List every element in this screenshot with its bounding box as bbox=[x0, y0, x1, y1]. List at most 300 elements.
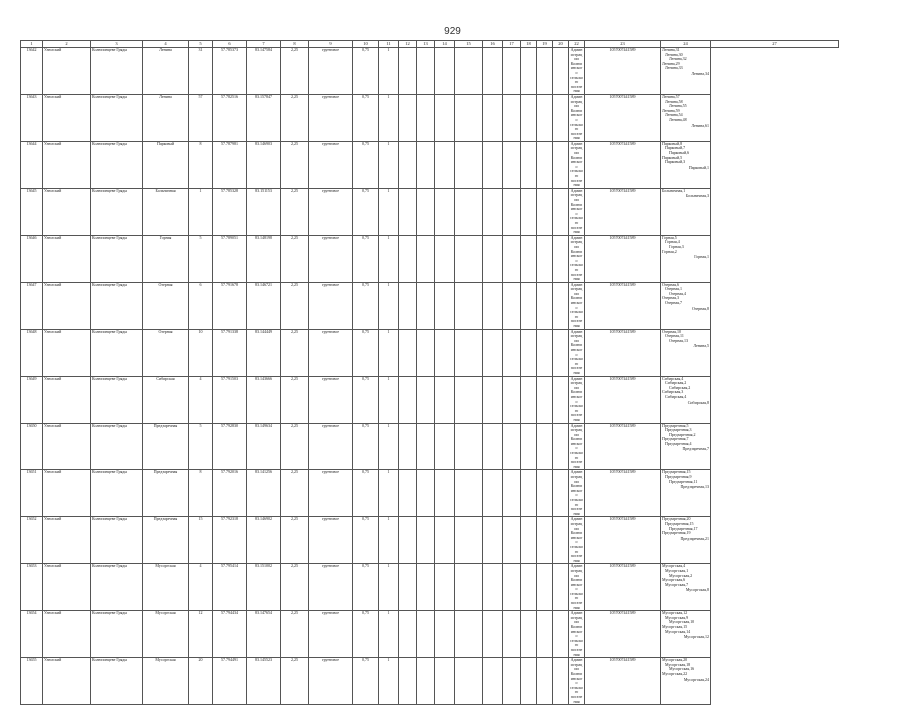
header-row bbox=[21, 41, 839, 48]
column-header: 5 bbox=[189, 41, 213, 48]
count-cell: 1 bbox=[379, 235, 399, 282]
empty-cell bbox=[503, 564, 521, 611]
longitude-cell: 83.144449 bbox=[247, 329, 281, 376]
surface-cell: грунтовое bbox=[309, 329, 353, 376]
house-number-cell: 20 bbox=[189, 658, 213, 705]
address-line: Предзаречная,3 bbox=[665, 427, 692, 433]
empty-cell bbox=[537, 282, 553, 329]
latitude-cell: 57.787981 bbox=[213, 141, 247, 188]
owner-cell: Администрации Колюпинского сельского поселения bbox=[570, 329, 583, 375]
length-cell: 0,75 bbox=[353, 376, 379, 423]
addresses-cell bbox=[661, 48, 711, 95]
owner-cell: Администрации Колюпинского сельского поселения bbox=[570, 376, 583, 422]
longitude-cell: 83.151002 bbox=[247, 564, 281, 611]
column-header: 2 bbox=[43, 41, 91, 48]
surface-cell: грунтовое bbox=[309, 564, 353, 611]
length-cell: 0,75 bbox=[353, 94, 379, 141]
address-line: Сибирская,2 bbox=[665, 380, 687, 386]
address-line: Сибирская,2 bbox=[669, 384, 691, 390]
address-line: Ленина,30 bbox=[665, 51, 683, 57]
table-row bbox=[21, 282, 839, 329]
house-number-cell: 12 bbox=[189, 611, 213, 658]
address-line: Озерная,10 bbox=[662, 329, 681, 334]
width-cell: 2,25 bbox=[281, 611, 309, 658]
district-cell: Улюлский bbox=[43, 48, 91, 95]
latitude-cell: 57.794491 bbox=[213, 658, 247, 705]
empty-cell bbox=[399, 611, 417, 658]
empty-cell bbox=[553, 564, 569, 611]
house-number-cell: 4 bbox=[189, 376, 213, 423]
empty-cell bbox=[553, 235, 569, 282]
empty-cell bbox=[521, 141, 537, 188]
empty-cell bbox=[521, 376, 537, 423]
empty-cell bbox=[399, 376, 417, 423]
ogrn-cell: 1057007441589 bbox=[585, 282, 661, 329]
address-line: Ленина,57 bbox=[662, 94, 680, 99]
locality-cell: Колюпинцеве Гряды bbox=[91, 611, 143, 658]
empty-cell bbox=[537, 611, 553, 658]
address-line: Предзаречная,5 bbox=[662, 423, 689, 428]
address-line: Горная,3 bbox=[669, 243, 684, 249]
owner-cell: Администрации Колюпинского сельского поселения bbox=[570, 282, 583, 329]
empty-cell bbox=[455, 188, 483, 235]
empty-cell bbox=[503, 188, 521, 235]
address-line: Больничная,1 bbox=[662, 188, 686, 193]
empty-cell bbox=[417, 376, 435, 423]
length-cell: 0,75 bbox=[353, 141, 379, 188]
column-header: 10 bbox=[353, 41, 379, 48]
empty-cell bbox=[503, 611, 521, 658]
length-cell: 0,75 bbox=[353, 517, 379, 564]
table-row bbox=[21, 235, 839, 282]
empty-cell bbox=[417, 48, 435, 95]
column-header: 17 bbox=[503, 41, 521, 48]
empty-cell bbox=[455, 329, 483, 376]
surface-cell: грунтовое bbox=[309, 376, 353, 423]
empty-cell bbox=[537, 141, 553, 188]
house-number-cell: 1 bbox=[189, 188, 213, 235]
address-line: Предзаречная,19 bbox=[662, 530, 691, 536]
addresses-cell bbox=[661, 329, 711, 376]
empty-cell bbox=[399, 235, 417, 282]
empty-cell bbox=[483, 470, 503, 517]
district-cell: Улюлский bbox=[43, 376, 91, 423]
empty-cell bbox=[399, 94, 417, 141]
column-header: 8 bbox=[281, 41, 309, 48]
length-cell: 0,75 bbox=[353, 470, 379, 517]
district-cell: Улюлский bbox=[43, 423, 91, 470]
row-id: 13643 bbox=[21, 94, 43, 141]
ogrn-cell: 1057007441589 bbox=[585, 423, 661, 470]
empty-cell bbox=[503, 282, 521, 329]
count-cell: 1 bbox=[379, 94, 399, 141]
empty-cell bbox=[455, 235, 483, 282]
registry-table bbox=[20, 40, 839, 705]
street-cell: Озерная bbox=[143, 329, 189, 376]
locality-cell: Колюпинцеве Гряды bbox=[91, 423, 143, 470]
table-row bbox=[21, 517, 839, 564]
address-line: Предзаречная,20 bbox=[662, 516, 691, 522]
house-number-cell: 6 bbox=[189, 282, 213, 329]
count-cell: 1 bbox=[379, 611, 399, 658]
table-row bbox=[21, 329, 839, 376]
address-line: Предзаречная,21 bbox=[680, 535, 709, 541]
address-line: Предзаречная,13 bbox=[680, 484, 709, 490]
empty-cell bbox=[399, 470, 417, 517]
addresses-cell bbox=[661, 658, 711, 705]
length-cell: 0,75 bbox=[353, 564, 379, 611]
empty-cell bbox=[521, 517, 537, 564]
empty-cell bbox=[399, 658, 417, 705]
column-header: 12 bbox=[399, 41, 417, 48]
row-id: 13653 bbox=[21, 564, 43, 611]
count-cell: 1 bbox=[379, 658, 399, 705]
empty-cell bbox=[455, 48, 483, 95]
street-cell: Горная bbox=[143, 235, 189, 282]
length-cell: 0,75 bbox=[353, 423, 379, 470]
empty-cell bbox=[417, 564, 435, 611]
column-header: 3 bbox=[91, 41, 143, 48]
count-cell: 1 bbox=[379, 329, 399, 376]
empty-cell bbox=[435, 188, 455, 235]
address-line: Ленина,34 bbox=[691, 70, 709, 76]
district-cell: Улюлский bbox=[43, 141, 91, 188]
empty-cell bbox=[521, 48, 537, 95]
surface-cell: грунтовое bbox=[309, 188, 353, 235]
locality-cell: Колюпинцеве Гряды bbox=[91, 658, 143, 705]
street-cell: Предзаречная bbox=[143, 423, 189, 470]
surface-cell: грунтовое bbox=[309, 658, 353, 705]
count-cell: 1 bbox=[379, 376, 399, 423]
owner-cell: Администрации Колюпинского сельского поселения bbox=[570, 610, 583, 657]
longitude-cell: 83.141256 bbox=[247, 470, 281, 517]
table-row bbox=[21, 564, 839, 611]
empty-cell bbox=[399, 564, 417, 611]
empty-cell bbox=[435, 329, 455, 376]
empty-cell bbox=[521, 564, 537, 611]
district-cell: Улюлский bbox=[43, 517, 91, 564]
empty-cell bbox=[553, 517, 569, 564]
address-line: Мусоргская,10 bbox=[669, 619, 695, 625]
address-line: Сибирская,3 bbox=[662, 389, 684, 395]
empty-cell bbox=[435, 611, 455, 658]
owner-cell: Администрации Колюпинского сельского поселения bbox=[570, 657, 583, 704]
empty-cell bbox=[537, 517, 553, 564]
street-cell: Ленина bbox=[143, 48, 189, 95]
count-cell: 1 bbox=[379, 517, 399, 564]
empty-cell bbox=[483, 658, 503, 705]
address-line: Озерная,6 bbox=[662, 282, 679, 287]
locality-cell: Колюпинцеве Гряды bbox=[91, 188, 143, 235]
address-line: Мусоргская,7 bbox=[665, 581, 689, 587]
column-header: 13 bbox=[417, 41, 435, 48]
address-line: Предзаречная,4 bbox=[665, 440, 692, 446]
address-line: Предзаречная,15 bbox=[665, 520, 694, 526]
count-cell: 1 bbox=[379, 423, 399, 470]
address-line: Парковый,6 bbox=[669, 150, 690, 156]
address-line: Предзаречная,11 bbox=[669, 478, 698, 484]
surface-cell: грунтовое bbox=[309, 141, 353, 188]
district-cell: Улюлский bbox=[43, 94, 91, 141]
empty-cell bbox=[521, 94, 537, 141]
address-line: Мусоргская,24 bbox=[683, 676, 709, 682]
latitude-cell: 57.791503 bbox=[213, 376, 247, 423]
locality-cell: Колюпинцеве Гряды bbox=[91, 235, 143, 282]
empty-cell bbox=[503, 141, 521, 188]
longitude-cell: 83.146902 bbox=[247, 517, 281, 564]
table-row bbox=[21, 376, 839, 423]
empty-cell bbox=[553, 611, 569, 658]
empty-cell bbox=[455, 94, 483, 141]
empty-cell bbox=[455, 141, 483, 188]
address-line: Парковый,1 bbox=[688, 164, 709, 170]
address-line: Ленина,54 bbox=[665, 112, 683, 118]
empty-cell bbox=[435, 282, 455, 329]
surface-cell: грунтовое bbox=[309, 470, 353, 517]
empty-cell bbox=[399, 48, 417, 95]
latitude-cell: 57.782516 bbox=[213, 94, 247, 141]
address-line: Предзаречная,9 bbox=[665, 474, 692, 480]
latitude-cell: 57.791338 bbox=[213, 329, 247, 376]
width-cell: 2,25 bbox=[281, 235, 309, 282]
street-cell: Озерная bbox=[143, 282, 189, 329]
registry-body bbox=[21, 48, 839, 705]
empty-cell bbox=[537, 376, 553, 423]
width-cell: 2,25 bbox=[281, 517, 309, 564]
latitude-cell: 57.791678 bbox=[213, 282, 247, 329]
width-cell: 2,25 bbox=[281, 282, 309, 329]
empty-cell bbox=[553, 658, 569, 705]
row-id: 13644 bbox=[21, 141, 43, 188]
street-cell: Больничная bbox=[143, 188, 189, 235]
house-number-cell: 10 bbox=[189, 329, 213, 376]
empty-cell bbox=[521, 423, 537, 470]
street-cell: Предзаречная bbox=[143, 470, 189, 517]
owner-cell: Администрации Колюпинского сельского поселения bbox=[570, 469, 583, 516]
column-header: 15 bbox=[455, 41, 483, 48]
width-cell: 2,25 bbox=[281, 48, 309, 95]
empty-cell bbox=[435, 235, 455, 282]
locality-cell: Колюпинцеве Гряды bbox=[91, 141, 143, 188]
street-cell: Мусоргская bbox=[143, 658, 189, 705]
empty-cell bbox=[435, 141, 455, 188]
width-cell: 2,25 bbox=[281, 376, 309, 423]
empty-cell bbox=[455, 564, 483, 611]
empty-cell bbox=[483, 94, 503, 141]
ogrn-cell: 1057007441589 bbox=[585, 470, 661, 517]
empty-cell bbox=[483, 329, 503, 376]
owner-cell: Администрации Колюпинского сельского поселения bbox=[570, 516, 583, 563]
empty-cell bbox=[521, 658, 537, 705]
empty-cell bbox=[503, 517, 521, 564]
addresses-cell bbox=[661, 611, 711, 658]
width-cell: 2,25 bbox=[281, 470, 309, 517]
table-row bbox=[21, 658, 839, 705]
count-cell: 1 bbox=[379, 188, 399, 235]
row-id: 13646 bbox=[21, 235, 43, 282]
empty-cell bbox=[483, 423, 503, 470]
addresses-cell bbox=[661, 376, 711, 423]
house-number-cell: 15 bbox=[189, 517, 213, 564]
address-line: Парковый,7 bbox=[665, 145, 686, 151]
address-line: Озерная,3 bbox=[662, 295, 679, 301]
empty-cell bbox=[503, 423, 521, 470]
address-line: Ленина,55 bbox=[669, 103, 687, 109]
width-cell: 2,25 bbox=[281, 658, 309, 705]
empty-cell bbox=[483, 141, 503, 188]
address-line: Мусоргская,1 bbox=[665, 567, 689, 573]
address-line: Мусоргская,4 bbox=[662, 563, 686, 569]
column-header: 11 bbox=[379, 41, 399, 48]
row-id: 13650 bbox=[21, 423, 43, 470]
address-line: Озерная,13 bbox=[669, 337, 688, 343]
length-cell: 0,75 bbox=[353, 48, 379, 95]
address-line: Мусоргская,18 bbox=[665, 661, 691, 667]
width-cell: 2,25 bbox=[281, 141, 309, 188]
empty-cell bbox=[537, 94, 553, 141]
empty-cell bbox=[435, 517, 455, 564]
empty-cell bbox=[417, 470, 435, 517]
surface-cell: грунтовое bbox=[309, 282, 353, 329]
longitude-cell: 83.157847 bbox=[247, 94, 281, 141]
address-line: Ленина,59 bbox=[662, 107, 680, 113]
district-cell: Улюлский bbox=[43, 329, 91, 376]
empty-cell bbox=[503, 376, 521, 423]
owner-cell: Администрации Колюпинского сельского поселения bbox=[570, 423, 583, 469]
address-line: Горная,5 bbox=[662, 235, 677, 240]
locality-cell: Колюпинцеве Гряды bbox=[91, 48, 143, 95]
street-cell: Парковый bbox=[143, 141, 189, 188]
page-number: 929 bbox=[444, 26, 461, 37]
address-line: Мусоргская,9 bbox=[665, 614, 689, 620]
length-cell: 0,75 bbox=[353, 235, 379, 282]
district-cell: Улюлский bbox=[43, 470, 91, 517]
column-header: 22 bbox=[569, 41, 585, 48]
latitude-cell: 57.785373 bbox=[213, 48, 247, 95]
empty-cell bbox=[399, 517, 417, 564]
empty-cell bbox=[503, 329, 521, 376]
empty-cell bbox=[455, 282, 483, 329]
empty-cell bbox=[417, 517, 435, 564]
row-id: 13645 bbox=[21, 188, 43, 235]
address-line: Мусоргская,15 bbox=[662, 624, 688, 630]
empty-cell bbox=[483, 235, 503, 282]
district-cell: Улюлский bbox=[43, 564, 91, 611]
address-line: Ленина,29 bbox=[662, 60, 680, 66]
empty-cell bbox=[435, 94, 455, 141]
empty-cell bbox=[435, 658, 455, 705]
empty-cell bbox=[417, 329, 435, 376]
surface-cell: грунтовое bbox=[309, 611, 353, 658]
count-cell: 1 bbox=[379, 470, 399, 517]
locality-cell: Колюпинцеве Гряды bbox=[91, 94, 143, 141]
empty-cell bbox=[399, 282, 417, 329]
longitude-cell: 83.145523 bbox=[247, 658, 281, 705]
empty-cell bbox=[455, 517, 483, 564]
empty-cell bbox=[553, 329, 569, 376]
width-cell: 2,25 bbox=[281, 564, 309, 611]
house-number-cell: 31 bbox=[189, 48, 213, 95]
owner-cell: Администрации Колюпинского сельского поселения bbox=[570, 563, 583, 610]
column-header: 27 bbox=[711, 41, 839, 48]
column-header: 24 bbox=[661, 41, 711, 48]
length-cell: 0,75 bbox=[353, 611, 379, 658]
addresses-cell bbox=[661, 235, 711, 282]
longitude-cell: 83.147584 bbox=[247, 48, 281, 95]
column-header: 9 bbox=[309, 41, 353, 48]
ogrn-cell: 1057007441589 bbox=[585, 188, 661, 235]
table-row bbox=[21, 48, 839, 95]
ogrn-cell: 1057007441589 bbox=[585, 376, 661, 423]
empty-cell bbox=[553, 48, 569, 95]
district-cell: Улюлский bbox=[43, 282, 91, 329]
row-id: 13649 bbox=[21, 376, 43, 423]
addresses-cell bbox=[661, 94, 711, 141]
empty-cell bbox=[503, 235, 521, 282]
row-id: 13647 bbox=[21, 282, 43, 329]
address-line: Горная,1 bbox=[694, 254, 709, 260]
ogrn-cell: 1057007441589 bbox=[585, 329, 661, 376]
address-line: Больничная,3 bbox=[685, 193, 709, 199]
address-line: Озерная,1 bbox=[665, 286, 682, 292]
address-line: Ленина,33 bbox=[665, 65, 683, 71]
addresses-cell bbox=[661, 188, 711, 235]
empty-cell bbox=[503, 470, 521, 517]
longitude-cell: 83.143666 bbox=[247, 376, 281, 423]
street-cell: Мусоргская bbox=[143, 611, 189, 658]
column-header: 23 bbox=[585, 41, 661, 48]
empty-cell bbox=[483, 376, 503, 423]
empty-cell bbox=[435, 564, 455, 611]
empty-cell bbox=[455, 658, 483, 705]
column-header: 16 bbox=[483, 41, 503, 48]
owner-cell: Администрации Колюпинского сельского поселения bbox=[570, 94, 583, 141]
empty-cell bbox=[455, 470, 483, 517]
street-cell: Мусоргская bbox=[143, 564, 189, 611]
locality-cell: Колюпинцеве Гряды bbox=[91, 564, 143, 611]
address-line: Ленина,31 bbox=[662, 47, 680, 52]
empty-cell bbox=[417, 423, 435, 470]
empty-cell bbox=[537, 423, 553, 470]
ogrn-cell: 1057007441589 bbox=[585, 611, 661, 658]
empty-cell bbox=[483, 517, 503, 564]
empty-cell bbox=[521, 470, 537, 517]
address-line: Предзаречная,15 bbox=[662, 469, 691, 475]
empty-cell bbox=[417, 188, 435, 235]
empty-cell bbox=[399, 329, 417, 376]
count-cell: 1 bbox=[379, 141, 399, 188]
locality-cell: Колюпинцеве Гряды bbox=[91, 282, 143, 329]
empty-cell bbox=[399, 423, 417, 470]
empty-cell bbox=[537, 235, 553, 282]
ogrn-cell: 1057007441589 bbox=[585, 48, 661, 95]
empty-cell bbox=[553, 141, 569, 188]
ogrn-cell: 1057007441589 bbox=[585, 564, 661, 611]
owner-cell: Администрации Колюпинского сельского поселения bbox=[570, 188, 583, 235]
address-line: Мусоргская,14 bbox=[665, 628, 691, 634]
locality-cell: Колюпинцеве Гряды bbox=[91, 376, 143, 423]
empty-cell bbox=[435, 423, 455, 470]
longitude-cell: 83.148198 bbox=[247, 235, 281, 282]
empty-cell bbox=[537, 470, 553, 517]
empty-cell bbox=[483, 282, 503, 329]
width-cell: 2,25 bbox=[281, 188, 309, 235]
empty-cell bbox=[483, 564, 503, 611]
longitude-cell: 83.146903 bbox=[247, 141, 281, 188]
empty-cell bbox=[553, 282, 569, 329]
column-header: 20 bbox=[553, 41, 569, 48]
empty-cell bbox=[537, 658, 553, 705]
